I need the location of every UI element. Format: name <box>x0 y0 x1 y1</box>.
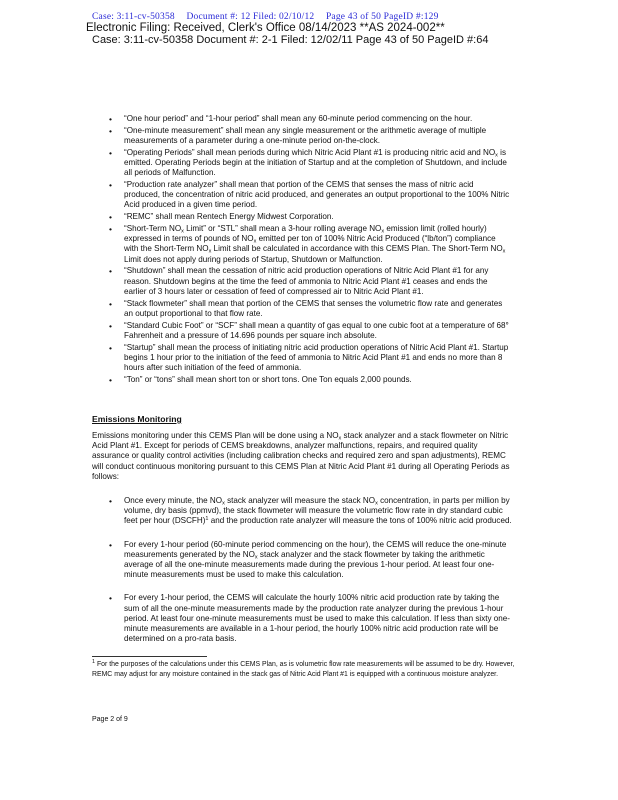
court-header-page: Page 43 of 50 PageID #:129 <box>325 12 439 22</box>
definition-item: • “Stack flowmeter” shall mean that portion of the CEMS that senses the volumetric flow rate and generates an output proportional to that flow rate. <box>92 299 510 319</box>
definition-item: • “One-minute measurement” shall mean any single measurement or the arithmetic average of multiple measurements of a parameter during a one-minute period on-the-clock. <box>92 126 510 146</box>
page-number: Page 2 of 9 <box>92 716 128 723</box>
definition-item: • “Startup” shall mean the process of initiating nitric acid production operations of Nitric Acid Plant #1. Startup begins 1 hour prior to the initiation of the feed of ammonia to Nitric Acid Plant #1 and ends no more than 8 hours after such initiation of the feed of ammonia. <box>92 343 510 374</box>
definition-item: • “Standard Cubic Foot” or “SCF” shall mean a quantity of gas equal to one cubic foot at a temperature of 68° Fahrenheit and a pressure of 14.696 pounds per square inch absolute. <box>92 321 510 341</box>
court-header-stamp <box>92 12 532 22</box>
court-header-document: Document #: 12 Filed: 02/10/12 <box>186 12 315 22</box>
definition-item: • “Shutdown” shall mean the cessation of nitric acid production operations of Nitric Acid Plant #1 for any reason. Shutdown begins at the time the feed of ammonia to Nitric Acid Plant #1 ceases and ends the earlier of 3 hours later or cessation of feed of compressed air to Nitric Acid Plant #1. <box>92 266 510 297</box>
footnote: $^1$ For the purposes of the calculations under this CEMS Plan, as is volumetric flow rate measurements will be assumed to be dry. However, REMC may adjust for any moisture contained in the stack gas of Nitric Acid Plant #1 is equipped with a continuous moisture analyzer. <box>92 659 515 678</box>
definition-item: • “Operating Periods” shall mean periods during which Nitric Acid Plant #1 is producing nitric acid and $NO_x$ is emitted. Operating Periods begin at the initiation of Startup and at the completion of Shutdown, and include all periods of Malfunction. <box>92 148 510 179</box>
monitoring-steps-list <box>92 496 512 657</box>
definitions-list <box>92 114 510 387</box>
definition-item: • “Ton” or “tons” shall mean short ton or short tons. One Ton equals 2,000 pounds. <box>92 375 510 385</box>
intro-paragraph: Emissions monitoring under this CEMS Plan will be done using a $NO_x$ stack analyzer and a stack flowmeter on Nitric Acid Plant #1. Except for periods of CEMS breakdowns, analyzer malfunctions, repairs, and required quality assurance or quality control activities (including calibration checks and required zero and span adjustments), REMC will conduct continuous monitoring pursuant to this CEMS Plan at Nitric Acid Plant #1 during all Operating Periods as follows: <box>92 431 510 481</box>
footnote-divider <box>92 656 207 657</box>
monitoring-step: • For every 1-hour period (60-minute period commencing on the hour), the CEMS will reduce the one-minute measurements generated by the $NO_x$ stack analyzer and the stack flowmeter by taking the arithmetic average of all the one-minute measurements made during the previous 1-hour period. At least four one-minute measurements must be used to make this calculation. <box>92 540 512 581</box>
original-case-header: Case: 3:11-cv-50358 Document #: 2-1 Filed: 12/02/11 Page 43 of 50 PageID #:64 <box>92 34 489 46</box>
definition-item: • “Production rate analyzer” shall mean that portion of the CEMS that senses the mass of nitric acid produced, the concentration of nitric acid produced, and generates an output proportional to the 100% Nitric Acid produced in a given time period. <box>92 180 510 211</box>
section-title: Emissions Monitoring <box>92 414 182 424</box>
definition-item: • “Short-Term $NO_x$ Limit” or “STL” shall mean a 3-hour rolling average $NO_x$ emission limit (rolled hourly) expressed in terms of pounds of $NO_x$ emitted per ton of 100% Nitric Acid Produced (“lb/ton”) compliance with the Short-Term $NO_x$ Limit shall be calculated in accordance with this CEMS Plan. The Short-Term $NO_x$ Limit does not apply during periods of Startup, Shutdown or Malfunction. <box>92 224 510 265</box>
definition-item: • “REMC” shall mean Rentech Energy Midwest Corporation. <box>92 212 510 222</box>
electronic-filing-stamp: Electronic Filing: Received, Clerk's Office 08/14/2023 **AS 2024-002** <box>86 22 445 34</box>
monitoring-step: • For every 1-hour period, the CEMS will calculate the hourly 100% nitric acid production rate by taking the sum of all the one-minute measurements made by the production rate analyzer during the previous 1-hour period. At least four one-minute measurements must be used to make this calculation. If less than sixty one-minute measurements are available in a 1-hour period, the hourly 100% nitric acid production rate will be determined on a pro-rata basis. <box>92 593 512 644</box>
court-header-case: Case: 3:11-cv-50358 <box>92 12 175 22</box>
monitoring-step: • Once every minute, the $NO_x$ stack analyzer will measure the stack $NO_x$ concentration, in parts per million by volume, dry basis (ppmvd), the stack flowmeter will measure the volumetric flow rate in dry standard cubic feet per hour (DSCFH)$^1$ and the production rate analyzer will measure the tons of 100% nitric acid produced. <box>92 496 512 527</box>
definition-item: • “One hour period” and “1-hour period” shall mean any 60-minute period commencing on the hour. <box>92 114 510 124</box>
